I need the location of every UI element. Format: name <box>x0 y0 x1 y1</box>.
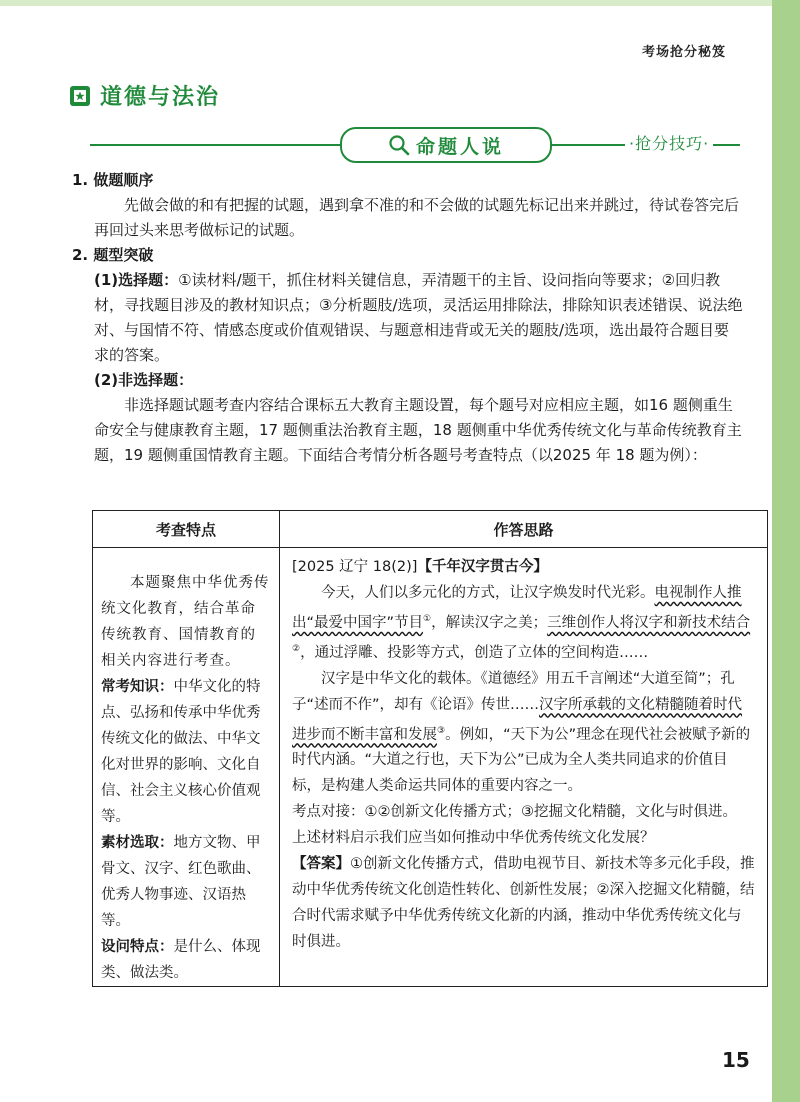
ribbon-line-left <box>90 144 340 146</box>
running-header: 考场抢分秘笈 <box>641 45 726 60</box>
ribbon-pill <box>340 127 552 163</box>
p1e: ，通过浮雕、投影等方式，创造了立体的空间构造…… <box>300 644 649 661</box>
left-k1-label: 常考知识： <box>101 679 174 695</box>
marker-3: ③ <box>437 725 446 736</box>
section-ribbon <box>90 127 740 161</box>
ribbon-center-text: 命题人说 <box>415 135 504 158</box>
marker-1: ① <box>423 614 432 624</box>
ribbon-tips: ·抢分技巧· <box>625 131 713 154</box>
left-k2 <box>101 830 271 934</box>
table-header-row <box>93 511 768 548</box>
source-line <box>292 554 755 580</box>
top-edge-strip <box>0 0 800 6</box>
section-1 <box>72 168 744 243</box>
section-title <box>70 80 220 111</box>
table-row <box>93 548 768 987</box>
answer-body: ①创新文化传播方式，借助电视节目、新技术等多元化手段，推动中华优秀传统文化创造性转化、创新性发展；②深入挖掘文化精髓，结合时代需求赋予中华优秀传统文化新的内涵，推动中华优秀传统文化与时俱进。 <box>292 856 755 951</box>
section-2-heading: 2. 题型突破 <box>72 246 154 264</box>
left-k2-body: 地方文物、甲骨文、汉字、红色歌曲、优秀人物事迹、汉语热等。 <box>101 835 261 929</box>
sub-1-body: ①读材料/题干，抓住材料关键信息，弄清题干的主旨、设问指向等要求；②回归教材，寻找题目涉及的教材知识点；③分析题肢/选项，灵活运用排除法，排除知识表述错误、说法绝对、与国情不符、情感态度或价值观错误、与题意相违背或无关的题肢/选项，选出最符合题目要求的答案。 <box>94 271 743 364</box>
p2c: 。例如，“天下为公”理念在现代社会被赋予新的时代内涵。“大道之行也，天下为公”已成为全人类共同追求的价值目标，是构建人类命运共同体的重要内容之一。 <box>292 726 751 795</box>
sub-1-label: (1)选择题： <box>94 271 179 289</box>
p2b: 汉字所承载的文化精髓随着时代进步而不断丰富和发展 <box>292 696 743 743</box>
left-intro: 本题聚焦中华优秀传统文化教育，结合革命传统教育、国情教育的相关内容进行考查。 <box>101 575 270 669</box>
source-title: 【千年汉字贯古今】 <box>417 559 548 575</box>
left-k3-label: 设问特点： <box>101 939 174 955</box>
question: 上述材料启示我们应当如何推动中华优秀传统文化发展？ <box>292 830 655 847</box>
left-k2-label: 素材选取： <box>101 835 174 851</box>
section-1-heading: 1. 做题顺序 <box>72 171 154 189</box>
marker-2: ② <box>292 643 301 654</box>
left-k3-body: 是什么、体现类、做法类。 <box>101 939 261 981</box>
p1a: 今天，人们以多元化的方式，让汉字焕发时代光彩。 <box>321 585 655 601</box>
p1d: 三维创作人将汉字和新技术结合 <box>547 614 751 631</box>
p1b: 电视制作人推出“最爱中国字”节目 <box>292 585 742 631</box>
left-cell <box>93 548 280 987</box>
section-title-text: 道德与法治 <box>100 85 221 110</box>
left-k1 <box>101 674 271 830</box>
page-number: 15 <box>722 1048 750 1072</box>
sub-2-body: 非选择题试题考查内容结合课标五大教育主题设置，每个题号对应相应主题，如16 题侧重生命安全与健康教育主题，17 题侧重法治教育主题，18 题侧重中华优秀传统文化与革命传统教育主题，19 题侧重国情教育主题。下面结合考情分析各题号考查特点（以2025 年 18 题为例）： <box>94 396 742 464</box>
left-k3 <box>101 934 271 986</box>
table-header-col2: 作答思路 <box>280 511 768 548</box>
p1c: ，解读汉字之美； <box>431 614 548 631</box>
book-star-icon <box>70 86 90 106</box>
left-k1-body: 中华文化的特点、弘扬和传承中华优秀传统文化的做法、中华文化对世界的影响、文化自信、社会主义核心价值观等。 <box>101 679 261 825</box>
sub-1-paragraph <box>72 268 744 368</box>
p2a: 汉字是中华文化的载体。《道德经》用五千言阐述“大道至简”；孔子“述而不作”，却有《论语》传世…… <box>292 670 735 713</box>
sub-2-label: (2)非选择题： <box>94 371 194 389</box>
section-2 <box>72 243 744 468</box>
source-tag: [2025 辽宁 18(2)] <box>292 559 418 575</box>
ribbon-tips-text: 抢分技巧 <box>635 134 704 153</box>
section-1-body: 先做会做的和有把握的试题，遇到拿不准的和不会做的试题先标记出来并跳过，待试卷答完后再回过头来思考做标记的试题。 <box>94 196 740 239</box>
analysis-table <box>92 510 768 987</box>
table-header-col1: 考查特点 <box>93 511 280 548</box>
material-p1 <box>292 580 755 666</box>
material-p2 <box>292 666 755 800</box>
magnifier-icon <box>388 134 410 156</box>
right-cell <box>280 548 768 987</box>
right-edge-strip <box>772 0 800 1102</box>
answer <box>292 851 755 955</box>
answer-label: 【答案】 <box>292 856 350 873</box>
point-mapping: 考点对接：①②创新文化传播方式；③挖掘文化精髓，文化与时俱进。 <box>292 804 737 821</box>
